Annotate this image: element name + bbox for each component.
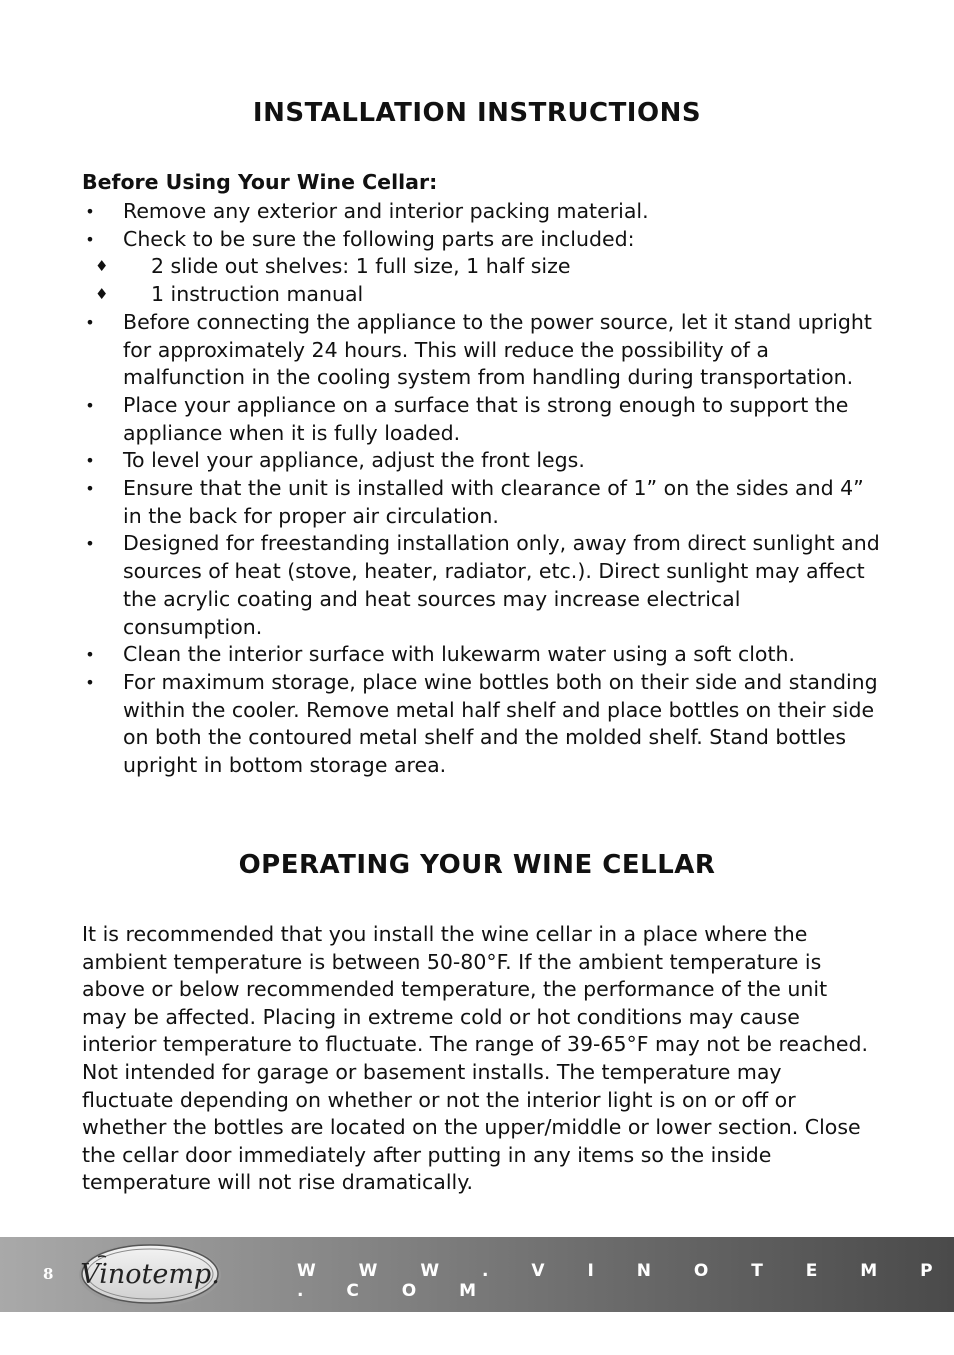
vinotemp-logo xyxy=(76,1239,224,1309)
list-item xyxy=(82,226,882,254)
list-item-text: Ensure that the unit is installed with clearance of 1” on the sides and 4” in the back for proper air circulation. xyxy=(123,476,864,528)
bullet-icon: • xyxy=(85,645,95,665)
list-item-text: Remove any exterior and interior packing material. xyxy=(123,199,649,223)
bullet-icon: • xyxy=(85,312,95,332)
sub-list-item-text: 2 slide out shelves: 1 full size, 1 half size xyxy=(151,254,571,279)
footer-bar xyxy=(0,1237,954,1312)
list-item-text: For maximum storage, place wine bottles both on their side and standing within the cooler. Remove metal half shelf and place bottles on their side on both the contoured metal shelf and the molded shelf. Stand bottles upright in bottom storage area. xyxy=(123,669,878,778)
website-url: W W W . V I N O T E M P . C O M xyxy=(297,1261,952,1301)
list-item xyxy=(82,475,882,530)
list-item xyxy=(82,641,882,669)
list-item xyxy=(82,392,882,447)
operating-heading: OPERATING YOUR WINE CELLAR xyxy=(238,850,716,880)
list-item-text: Before connecting the appliance to the power source, let it stand upright for approximately 24 hours. This will reduce the possibility of a malfunction in the cooling system from handling during transportation. xyxy=(123,309,872,390)
installation-heading: INSTALLATION INSTRUCTIONS xyxy=(252,98,702,128)
before-using-subheading: Before Using Your Wine Cellar: xyxy=(82,170,438,194)
bullet-icon: • xyxy=(85,479,95,499)
parts-sublist-container xyxy=(82,253,882,308)
sub-list-item xyxy=(82,253,882,281)
bullet-icon: • xyxy=(85,451,95,471)
list-item-text: Check to be sure the following parts are included: xyxy=(123,226,635,251)
list-item-text: Clean the interior surface with lukewarm water using a soft cloth. xyxy=(123,642,795,667)
list-item-text: To level your appliance, adjust the front legs. xyxy=(123,448,585,473)
list-item xyxy=(82,198,882,226)
diamond-bullet-icon: ♦ xyxy=(95,257,109,276)
bullet-icon: • xyxy=(85,202,95,221)
list-item xyxy=(82,669,882,780)
list-item xyxy=(82,530,882,641)
list-item-text: Place your appliance on a surface that is strong enough to support the appliance when it is fully loaded. xyxy=(123,392,849,445)
list-item-text: Designed for freestanding installation only, away from direct sunlight and sources of heat (stove, heater, radiator, etc.). Direct sunlight may affect the acrylic coating and heat sources may increase electrical consumption. xyxy=(123,531,880,639)
parts-sublist xyxy=(82,253,882,308)
bullet-icon: • xyxy=(85,229,95,249)
page-number: 8 xyxy=(43,1265,54,1283)
bullet-icon: • xyxy=(85,672,95,692)
bullet-icon: • xyxy=(85,534,95,554)
sub-list-item xyxy=(82,281,882,309)
list-item xyxy=(82,447,882,475)
diamond-bullet-icon: ♦ xyxy=(95,285,109,304)
list-item xyxy=(82,309,882,392)
sub-list-item-text: 1 instruction manual xyxy=(151,282,364,307)
installation-list xyxy=(82,198,882,780)
logo-wordmark: Vinotemp. xyxy=(80,1259,220,1290)
bullet-icon: • xyxy=(85,395,95,415)
operating-paragraph: It is recommended that you install the wine cellar in a place where the ambient temperature is between 50-80°F. If the ambient temperature is above or below recommended temperature, the performance of the unit may be affected. Placing in extreme cold or hot conditions may cause interior temperature to fluctuate. The range of 39-65°F may not be reached. Not intended for garage or basement installs. The temperature may fluctuate depending on whether or not the interior light is on or off or whether the bottles are located on the upper/middle or lower section. Close the cellar door immediately after putting in any items so the inside temperature will not rise dramatically. xyxy=(82,922,869,1195)
